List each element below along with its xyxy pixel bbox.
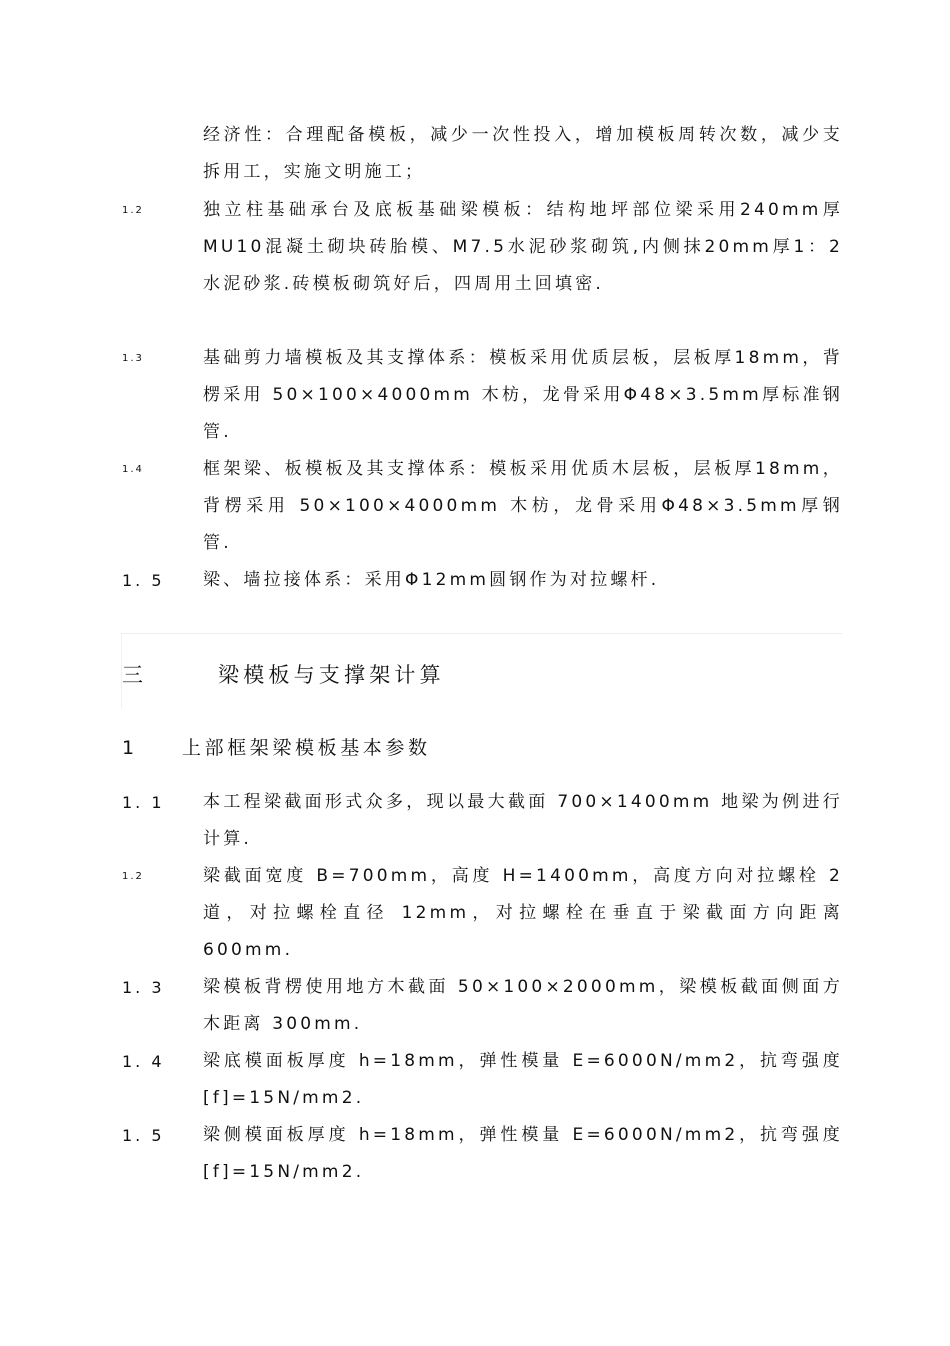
section-divider (121, 633, 842, 634)
item-number: 1. 3 (122, 978, 165, 997)
item-paragraph: 本工程梁截面形式众多，现以最大截面 700×1400mm 地梁为例进行计算. (203, 792, 843, 849)
section-title: 上部框架梁模板基本参数 (182, 737, 431, 759)
item-paragraph: 梁模板背楞使用地方木截面 50×100×2000mm，梁模板截面侧面方木距离 300mm. (203, 977, 843, 1034)
item-paragraph: 梁、墙拉接体系：采用Φ12mm圆钢作为对拉螺杆. (203, 570, 660, 590)
chapter-number: 三 (122, 663, 147, 687)
item-number: 1. 5 (122, 571, 165, 590)
item-number: 1.3 (122, 353, 144, 364)
item-number: 1.2 (122, 871, 144, 882)
item-paragraph: 梁截面宽度 B=700mm，高度 H=1400mm，高度方向对拉螺栓 2 道，对拉螺栓直径 12mm，对拉螺栓在垂直于梁截面方向距离 600mm. (203, 866, 843, 960)
item-number: 1.2 (122, 205, 144, 216)
item-paragraph: 基础剪力墙模板及其支撑体系：模板采用优质层板，层板厚18mm，背楞采用 50×100×4000mm 木枋，龙骨采用Φ48×3.5mm厚标准钢管. (203, 348, 843, 442)
section-number: 1 (122, 737, 138, 759)
item-number: 1. 1 (122, 793, 165, 812)
item-paragraph: 梁侧模面板厚度 h=18mm，弹性模量 E=6000N/mm2，抗弯强度[f]=15N/mm2. (203, 1125, 843, 1182)
chapter-title: 梁模板与支撑架计算 (218, 663, 445, 687)
item-paragraph: 框架梁、板模板及其支撑体系：模板采用优质木层板，层板厚18mm，背楞采用 50×100×4000mm 木枋，龙骨采用Φ48×3.5mm厚钢管. (203, 459, 843, 553)
item-paragraph: 梁底模面板厚度 h=18mm，弹性模量 E=6000N/mm2，抗弯强度[f]=15N/mm2. (203, 1051, 843, 1108)
item-number: 1. 4 (122, 1052, 165, 1071)
continuation-paragraph: 经济性：合理配备模板，减少一次性投入，增加模板周转次数，减少支拆用工，实施文明施工； (203, 125, 843, 182)
item-number: 1.4 (122, 464, 144, 475)
item-paragraph: 独立柱基础承台及底板基础梁模板：结构地坪部位梁采用240mm厚MU10混凝土砌块砖胎模、M7.5水泥砂浆砌筑,内侧抹20mm厚1：2水泥砂浆.砖模板砌筑好后，四周用土回填密. (203, 200, 843, 294)
item-number: 1. 5 (122, 1126, 165, 1145)
